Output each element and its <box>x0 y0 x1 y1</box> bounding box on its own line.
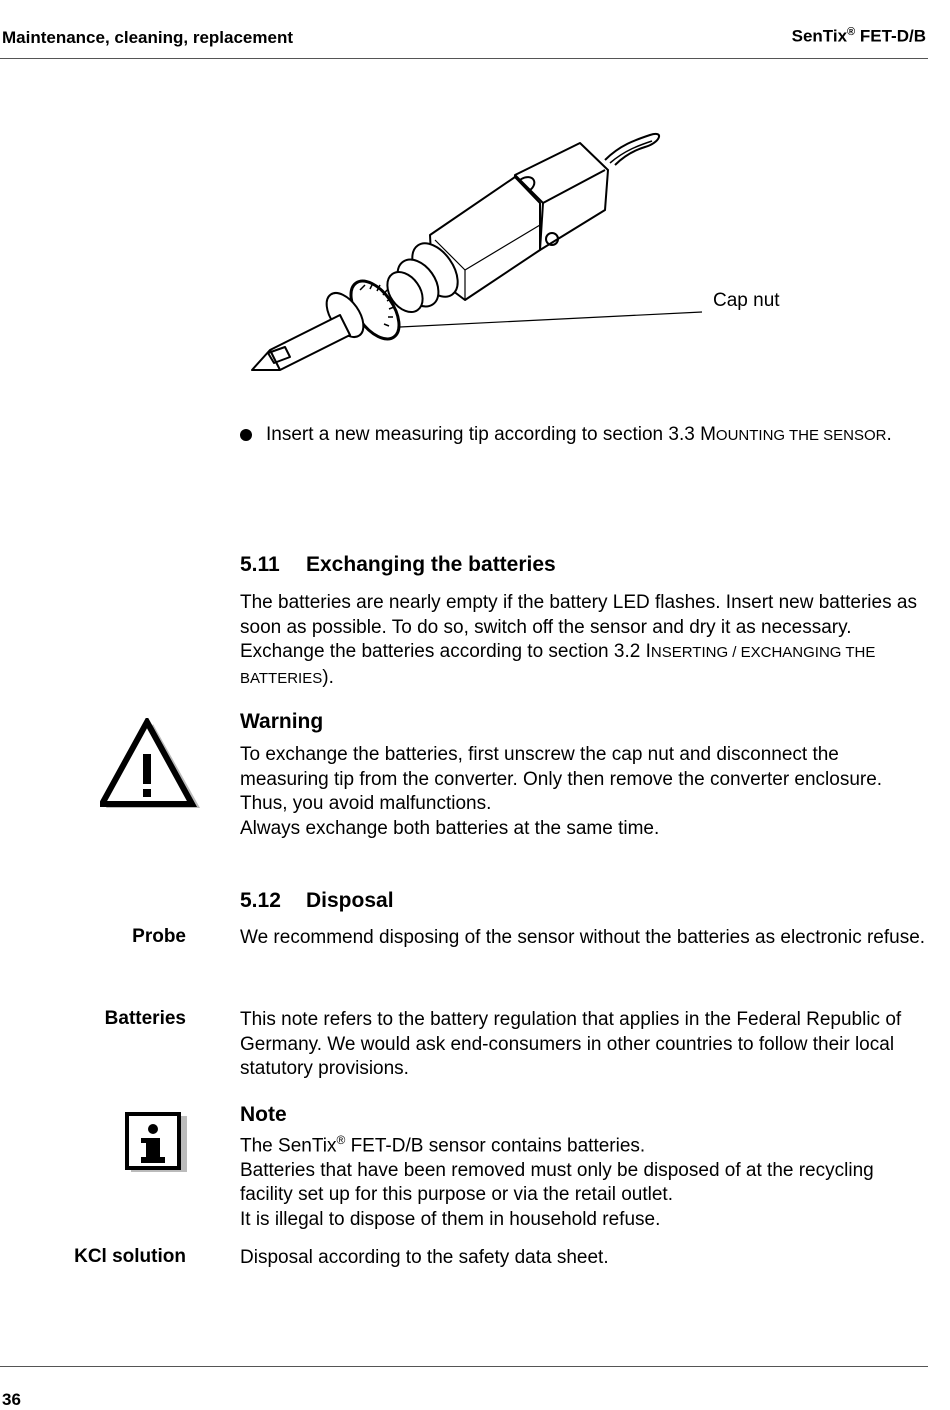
bullet-icon <box>240 429 252 441</box>
instruction-smallcaps: OUNTING THE SENSOR <box>715 427 887 444</box>
batteries-label: Batteries <box>104 1008 186 1029</box>
instruction-text-end: . <box>886 424 892 445</box>
section-heading-5-12 <box>240 889 394 913</box>
sensor-illustration <box>240 115 800 390</box>
footer-rule <box>0 1366 928 1367</box>
header-product-model: FET-D/B <box>855 26 926 46</box>
warning-line-2: Always exchange both batteries at the same time. <box>240 817 660 839</box>
instruction-text <box>266 423 906 449</box>
kcl-label: KCl solution <box>74 1246 186 1267</box>
registered-mark: ® <box>336 1133 346 1147</box>
cap-nut-callout: Cap nut <box>713 290 780 311</box>
warning-title: Warning <box>240 710 324 733</box>
note-line-1-a: The SenTix <box>240 1135 337 1157</box>
warning-line-1: To exchange the batteries, first unscrew the cap nut and disconnect the measuring tip from the converter. Only then remove the converter enclosure. Thus, you avoid malfunctions. <box>240 744 883 814</box>
running-header-right <box>792 26 926 47</box>
batteries-paragraph-smallcaps: NSERTING / EXCHANGING THE BATTERIES <box>240 644 876 687</box>
note-line-3: It is illegal to dispose of them in household refuse. <box>240 1208 661 1230</box>
warning-icon <box>100 718 200 810</box>
note-line-1-b: FET-D/B sensor contains batteries. <box>345 1135 646 1157</box>
note-title: Note <box>240 1103 287 1126</box>
note-text <box>240 1128 930 1232</box>
batteries-text: This note refers to the battery regulation that applies in the Federal Republic of Germany. We would ask end-consumers in other countries to follow their local statutory provisions. <box>240 1009 902 1079</box>
header-rule <box>0 58 928 59</box>
note-line-2: Batteries that have been removed must only be disposed of at the recycling facility set up for this purpose or via the retail outlet. <box>240 1159 874 1206</box>
section-heading-5-11 <box>240 553 556 577</box>
info-icon <box>125 1112 189 1174</box>
section-number: 5.11 <box>240 553 280 576</box>
section-number: 5.12 <box>240 889 281 912</box>
kcl-text: Disposal according to the safety data sheet. <box>240 1247 609 1268</box>
section-title: Exchanging the batteries <box>306 553 556 576</box>
probe-label: Probe <box>132 926 186 947</box>
batteries-paragraph-end: ). <box>322 666 334 688</box>
batteries-paragraph <box>240 591 930 691</box>
probe-text: We recommend disposing of the sensor without the batteries as electronic refuse. <box>240 927 926 948</box>
batteries-paragraph-main: The batteries are nearly empty if the battery LED flashes. Insert new batteries as soon as possible. To do so, switch off the sensor and dry it as necessary. Exchange the batteries according to section 3.2 I <box>240 592 917 662</box>
page-number: 36 <box>2 1390 21 1409</box>
instruction-text-main: Insert a new measuring tip according to section 3.3 M <box>266 424 716 445</box>
warning-text <box>240 743 930 841</box>
note-line-1 <box>240 1128 930 1159</box>
section-title: Disposal <box>306 889 394 912</box>
running-header-left: Maintenance, cleaning, replacement <box>2 28 293 47</box>
header-product-name: SenTix <box>791 26 848 46</box>
registered-mark: ® <box>847 26 856 38</box>
